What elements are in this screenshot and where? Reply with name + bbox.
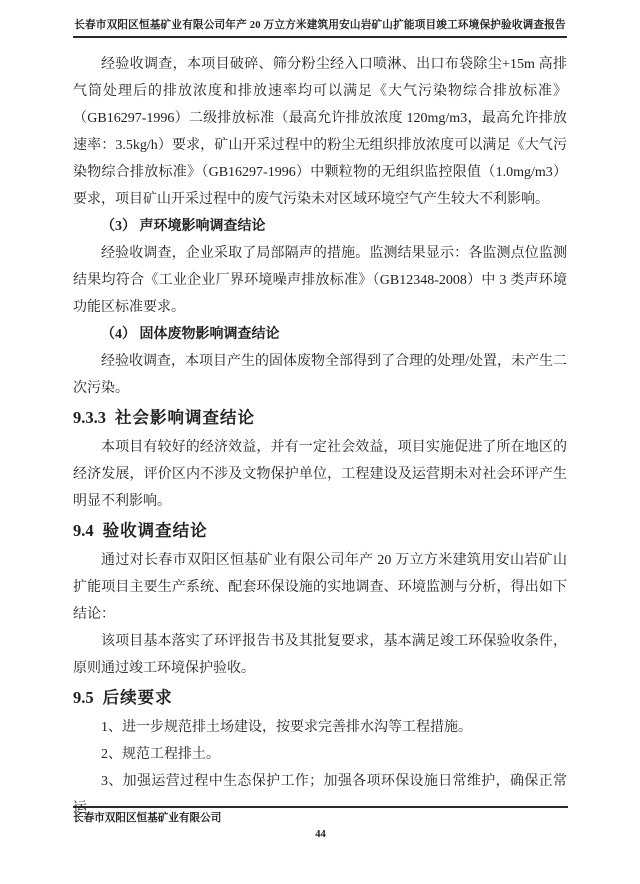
section-heading-9-5 bbox=[73, 682, 567, 714]
followup-item-1: 1、进一步规范排土场建设，按要求完善排水沟等工程措施。 bbox=[101, 720, 472, 735]
section-title: 后续要求 bbox=[102, 689, 173, 707]
paragraph-social-impact: 本项目有较好的经济效益，并有一定社会效益，项目实施促进了所在地区的经济发展，评价区内不涉及文物保护单位，工程建设及运营期未对社会环评产生明显不利影响。 bbox=[73, 440, 567, 509]
page-number: 44 bbox=[315, 829, 326, 840]
followup-item-2: 2、规范工程排土。 bbox=[101, 747, 220, 762]
section-title: 社会影响调查结论 bbox=[115, 409, 255, 427]
section-number: 9.5 bbox=[73, 688, 94, 707]
page-footer bbox=[73, 806, 568, 841]
paragraph-solid-waste-conclusion: 经验收调查，本项目产生的固体废物全部得到了合理的处理/处置，未产生二次污染。 bbox=[73, 354, 567, 396]
section-number: 9.3.3 bbox=[73, 408, 106, 427]
section-number: 9.4 bbox=[73, 521, 94, 540]
paragraph-conclusion-intro: 通过对长春市双阳区恒基矿业有限公司年产 20 万立方米建筑用安山岩矿山扩能项目主要生产系统、配套环保设施的实地调查、环境监测与分析，得出如下结论： bbox=[73, 553, 567, 622]
paragraph-noise-conclusion: 经验收调查，企业采取了局部隔声的措施。监测结果显示：各监测点位监测结果均符合《工业企业厂界环境噪声排放标准》（GB12348-2008）中 3 类声环境功能区标准要求。 bbox=[73, 246, 567, 315]
subheading-noise-conclusion: （3） 声环境影响调查结论 bbox=[101, 219, 266, 234]
section-heading-9-3-3 bbox=[73, 402, 567, 434]
followup-item-3: 3、加强运营过程中生态保护工作；加强各项环保设施日常维护，确保正常运 bbox=[73, 774, 567, 816]
paragraph-conclusion-result: 该项目基本落实了环评报告书及其批复要求，基本满足竣工环保验收条件，原则通过竣工环境保护验收。 bbox=[73, 634, 567, 676]
paragraph-air-conclusion: 经验收调查，本项目破碎、筛分粉尘经入口喷淋、出口布袋除尘+15m 高排气筒处理后的排放浓度和排放速率均可以满足《大气污染物综合排放标准》（GB16297-1996）二级排放标准（最高允许排放浓度 120mg/m3，最高允许排放速率：3.5kg/h）要求，矿山开采过程中的粉尘无组织排放浓度可以满足《大气污染物综合排放标准》（GB16297-1996）中颗粒物的无组织监控限值（1.0mg/m3）要求，项目矿山开采过程中的废气污染未对区域环境空气产生较大不利影响。 bbox=[73, 57, 567, 207]
subheading-solid-waste-conclusion: （4） 固体废物影响调查结论 bbox=[101, 327, 280, 342]
running-header-title: 长春市双阳区恒基矿业有限公司年产 20 万立方米建筑用安山岩矿山扩能项目竣工环境保护验收调查报告 bbox=[73, 19, 567, 38]
footer-company-name: 长春市双阳区恒基矿业有限公司 bbox=[73, 813, 222, 824]
section-title: 验收调查结论 bbox=[102, 522, 208, 540]
document-body bbox=[73, 51, 567, 822]
section-heading-9-4 bbox=[73, 515, 567, 547]
